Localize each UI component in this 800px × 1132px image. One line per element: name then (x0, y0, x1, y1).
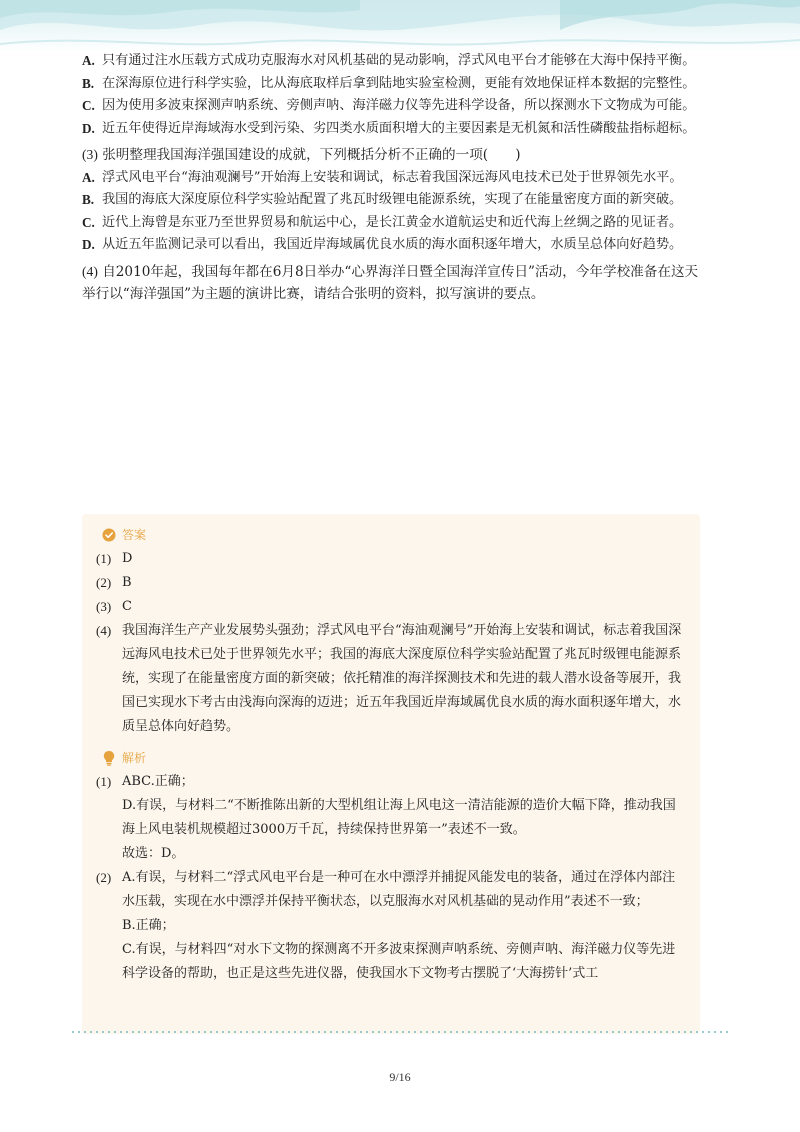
answer-item-1: (1) D (96, 551, 133, 566)
q2-option-c: C. 因为使用多波束探测声呐系统、旁侧声呐、海洋磁力仪等先进科学设备，所以探测水下文物成为可能。 (82, 98, 696, 113)
question-content (82, 50, 702, 306)
analysis-line: 故选：D。 (122, 846, 185, 861)
q3-option-a: A. 浮式风电平台“海油观澜号”开始海上安装和调试，标志着我国深远海风电技术已处于世界领先水平。 (82, 169, 683, 185)
q2-option-d: D. 近五年使得近岸海域海水受到污染、劣四类水质面积增大的主要因素是无机氮和活性磷酸盐指标超标。 (82, 120, 696, 136)
answer-item-4: (4) 我国海洋生产产业发展势头强劲；浮式风电平台“海油观澜号”开始海上安装和调试，标志着我国深远海风电技术已处于世界领先水平；我国的海底大深度原位科学实验站配置了兆瓦时级锂电能源系统，实现了在能量密度方面的新突破；依托精准的海洋探测技术和先进的载人潜水设备等展开，我国已实现水下考古由浅海向深海的迈进；近五年我国近岸海域属优良水质的海水面积逐年增大，水质呈总体向好趋势。 (96, 623, 682, 734)
analysis-title: 解析 (122, 751, 147, 765)
analysis-header (102, 749, 700, 766)
analysis-line: A.有误，与材料二“浮式风电平台是一种可在水中漂浮并捕捉风能发电的装备，通过在浮体内部注水压载，实现在水中漂浮并保持平衡状态，以克服海水对风机基础的晃动作用”表述不一致； (122, 870, 676, 909)
dotted-divider (70, 1031, 730, 1033)
q3-option-c: C. 近代上海曾是东亚乃至世界贸易和航运中心，是长江黄金水道航运史和近代海上丝绸之路的见证者。 (82, 214, 683, 230)
analysis-line: D.有误，与材料二“不断推陈出新的大型机组让海上风电这一清洁能源的造价大幅下降，推动我国海上风电装机规模超过3000万千瓦，持续保持世界第一”表述不一致。 (122, 798, 676, 837)
analysis-list (82, 770, 700, 986)
answer-panel (82, 514, 700, 1034)
header-banner (0, 0, 800, 52)
analysis-item-1: (1) ABC.正确； D.有误，与材料二“不断推陈出新的大型机组让海上风电这一清洁能源的造价大幅下降，推动我国海上风电装机规模超过3000万千瓦，持续保持世界第一”表述不一致。 故选：D。 (96, 770, 686, 866)
answer-header (102, 526, 700, 543)
analysis-line: ABC.正确； (122, 774, 194, 789)
page-number: 9/16 (389, 1070, 411, 1084)
analysis-line: B.正确； (122, 918, 175, 933)
answer-list (82, 547, 700, 739)
q2-options (82, 50, 702, 140)
q2-option-a: A. 只有通过注水压载方式成功克服海水对风机基础的晃动影响，浮式风电平台才能够在大海中保持平衡。 (82, 53, 696, 68)
q4-stem: (4) 自2010年起，我国每年都在6月8日举办“心界海洋日暨全国海洋宣传日”活动，今年学校准备在这天举行以“海洋强国”为主题的演讲比赛，请结合张明的资料，拟写演讲的要点。 (82, 263, 699, 302)
answer-title: 答案 (122, 528, 147, 542)
check-circle-icon (102, 528, 116, 542)
q3-option-d: D. 从近五年监测记录可以看出，我国近岸海域属优良水质的海水面积逐年增大，水质呈总体向好趋势。 (82, 237, 683, 252)
q3-option-b: B. 我国的海底大深度原位科学实验站配置了兆瓦时级锂电能源系统，实现了在能量密度方面的新突破。 (82, 192, 683, 207)
analysis-line: C.有误，与材料四“对水下文物的探测离不开多波束探测声呐系统、旁侧声呐、海洋磁力仪等先进科学设备的帮助，也正是这些先进仪器，使我国水下文物考古摆脱了‘大海捞针’式工 (122, 942, 676, 981)
q3-options (82, 167, 702, 257)
answer-item-2: (2) B (96, 575, 132, 590)
q2-option-b: B. 在深海原位进行科学实验，比从海底取样后拿到陆地实验室检测，更能有效地保证样本数据的完整性。 (82, 75, 696, 91)
lightbulb-icon (102, 750, 116, 766)
analysis-item-2: (2) A.有误，与材料二“浮式风电平台是一种可在水中漂浮并捕捉风能发电的装备，通过在浮体内部注水压载，实现在水中漂浮并保持平衡状态，以克服海水对风机基础的晃动作用”表述不一致； B.正确； C.有误，与材料四“对水下文物的探测离不开多波束探测声呐系统、旁侧声呐、海洋磁力仪等先进科学设备的帮助，也正是这些先进仪器，使我国水下文物考古摆脱了‘大海捞针’式工 (96, 866, 686, 986)
q3-stem: (3) 张明整理我国海洋强国建设的成就，下列概括分析不正确的一项( ) (82, 147, 521, 163)
answer-item-3: (3) C (96, 599, 132, 614)
